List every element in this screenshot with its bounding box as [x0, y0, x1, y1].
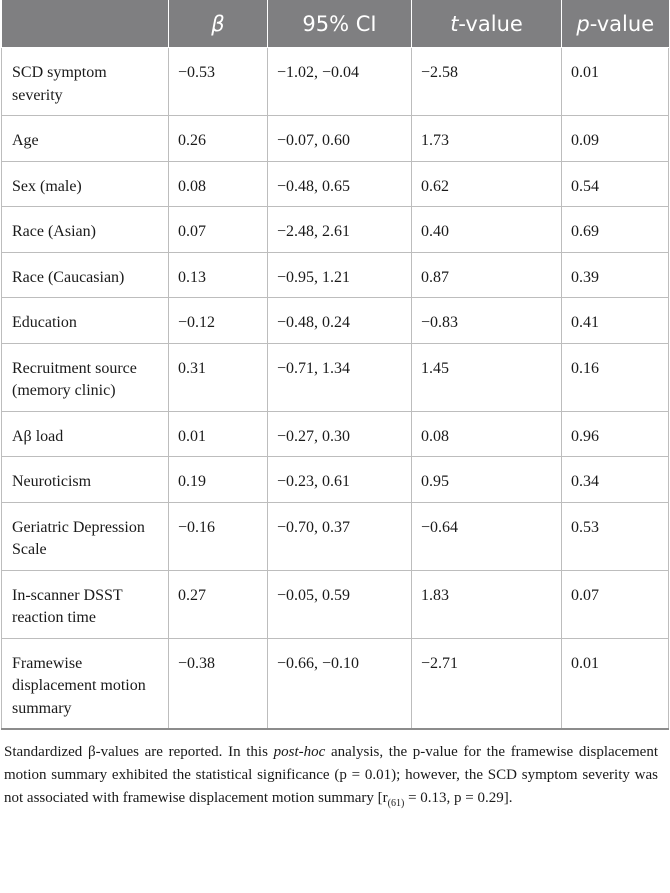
row-label: Geriatric Depression Scale	[2, 502, 169, 570]
t-value-cell: 0.87	[412, 252, 562, 298]
row-label: Sex (male)	[2, 161, 169, 207]
row-label: Aβ load	[2, 411, 169, 457]
row-label: Race (Caucasian)	[2, 252, 169, 298]
table-row	[2, 252, 669, 298]
table-row	[2, 502, 669, 570]
ci-cell: −0.95, 1.21	[268, 252, 412, 298]
header-t-rest: -value	[458, 11, 523, 36]
footnote-part3: = 0.13, p = 0.29].	[404, 790, 513, 806]
table-row	[2, 116, 669, 162]
table-body	[2, 48, 669, 730]
ci-cell: −0.27, 0.30	[268, 411, 412, 457]
t-value-cell: 1.83	[412, 570, 562, 638]
table-row	[2, 457, 669, 503]
header-beta-label: β	[211, 11, 225, 36]
ci-cell: −0.70, 0.37	[268, 502, 412, 570]
ci-cell: −1.02, −0.04	[268, 48, 412, 116]
t-value-cell: 1.45	[412, 343, 562, 411]
table-row	[2, 411, 669, 457]
t-value-cell: −0.83	[412, 298, 562, 344]
table-footnote	[0, 730, 670, 815]
beta-cell: −0.12	[169, 298, 268, 344]
table-row	[2, 343, 669, 411]
table-header	[2, 0, 669, 48]
p-value-cell: 0.41	[562, 298, 669, 344]
beta-cell: 0.26	[169, 116, 268, 162]
p-value-cell: 0.07	[562, 570, 669, 638]
ci-cell: −0.48, 0.65	[268, 161, 412, 207]
ci-cell: −0.48, 0.24	[268, 298, 412, 344]
table-row	[2, 638, 669, 729]
t-value-cell: 0.95	[412, 457, 562, 503]
row-label: Age	[2, 116, 169, 162]
t-value-cell: 0.08	[412, 411, 562, 457]
p-value-cell: 0.34	[562, 457, 669, 503]
header-t-value	[412, 0, 562, 48]
p-value-cell: 0.01	[562, 48, 669, 116]
table-row	[2, 48, 669, 116]
row-label: In-scanner DSST reaction time	[2, 570, 169, 638]
beta-cell: 0.08	[169, 161, 268, 207]
p-value-cell: 0.39	[562, 252, 669, 298]
header-beta	[169, 0, 268, 48]
t-value-cell: 0.40	[412, 207, 562, 253]
p-value-cell: 0.53	[562, 502, 669, 570]
p-value-cell: 0.16	[562, 343, 669, 411]
header-ci-label: 95% CI	[302, 11, 377, 36]
p-value-cell: 0.54	[562, 161, 669, 207]
table-row	[2, 207, 669, 253]
beta-cell: 0.27	[169, 570, 268, 638]
t-value-cell: −2.58	[412, 48, 562, 116]
beta-cell: 0.13	[169, 252, 268, 298]
row-label: Education	[2, 298, 169, 344]
beta-cell: 0.19	[169, 457, 268, 503]
ci-cell: −0.23, 0.61	[268, 457, 412, 503]
footnote-italic: post-hoc	[273, 744, 326, 760]
header-p-italic: p	[576, 11, 590, 36]
p-value-cell: 0.09	[562, 116, 669, 162]
header-p-rest: -value	[589, 11, 655, 36]
footnote-subscript: (61)	[387, 798, 405, 809]
regression-table	[1, 0, 669, 730]
t-value-cell: 1.73	[412, 116, 562, 162]
ci-cell: −0.71, 1.34	[268, 343, 412, 411]
p-value-cell: 0.96	[562, 411, 669, 457]
ci-cell: −2.48, 2.61	[268, 207, 412, 253]
row-label: SCD symptom severity	[2, 48, 169, 116]
header-row	[2, 0, 669, 48]
row-label: Framewise displacement motion summary	[2, 638, 169, 729]
ci-cell: −0.66, −0.10	[268, 638, 412, 729]
t-value-cell: −2.71	[412, 638, 562, 729]
row-label: Neuroticism	[2, 457, 169, 503]
header-t-italic: t	[450, 11, 459, 36]
header-p-value	[562, 0, 669, 48]
t-value-cell: −0.64	[412, 502, 562, 570]
table-row	[2, 298, 669, 344]
table-row	[2, 161, 669, 207]
header-empty	[2, 0, 169, 48]
row-label: Recruitment source (memory clinic)	[2, 343, 169, 411]
ci-cell: −0.05, 0.59	[268, 570, 412, 638]
beta-cell: −0.38	[169, 638, 268, 729]
row-label: Race (Asian)	[2, 207, 169, 253]
table-row	[2, 570, 669, 638]
ci-cell: −0.07, 0.60	[268, 116, 412, 162]
p-value-cell: 0.69	[562, 207, 669, 253]
beta-cell: −0.53	[169, 48, 268, 116]
p-value-cell: 0.01	[562, 638, 669, 729]
footnote-part1: Standardized β-values are reported. In this	[4, 744, 274, 760]
footnote-part2: analysis, the p-value for the framewise displacement motion summary exhibited the statistical significance (p = 0.01); however, the SCD symptom severity was not associated with framewise displacement motion summary [r	[4, 744, 658, 806]
header-ci	[268, 0, 412, 48]
beta-cell: 0.01	[169, 411, 268, 457]
beta-cell: 0.07	[169, 207, 268, 253]
beta-cell: −0.16	[169, 502, 268, 570]
beta-cell: 0.31	[169, 343, 268, 411]
t-value-cell: 0.62	[412, 161, 562, 207]
